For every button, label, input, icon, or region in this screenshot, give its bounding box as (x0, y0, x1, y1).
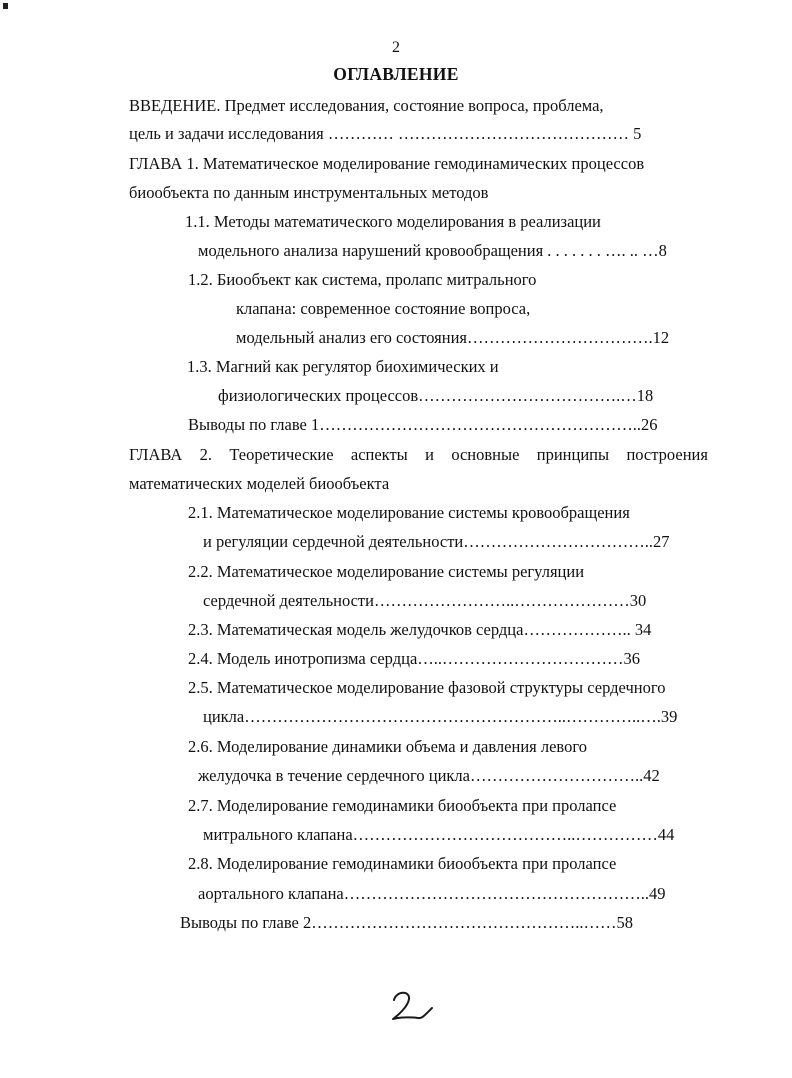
toc-section-2-7-line-2: митрального клапана…………………………………..……………44 (203, 825, 675, 844)
toc-section-2-1-line-1: 2.1. Математическое моделирование системы кровообращения (188, 503, 630, 522)
scan-artifact-mark (3, 3, 8, 9)
toc-intro-line-1: ВВЕДЕНИЕ. Предмет исследования, состояние вопроса, проблема, (129, 96, 604, 115)
toc-chapter-2-word: и (425, 445, 434, 464)
toc-section-2-2-line-2: сердечной деятельности……………………..…………………30 (203, 591, 647, 610)
toc-chapter-2-word: аспекты (350, 445, 408, 464)
toc-section-1-2-line-2: клапана: современное состояние вопроса, (236, 299, 531, 318)
toc-section-2-6-line-1: 2.6. Моделирование динамики объема и давления левого (188, 737, 587, 756)
toc-chapter-2-word: Теоретические (229, 445, 334, 464)
toc-chapter-2-word: принципы (536, 445, 610, 464)
toc-section-1-3-line-2: физиологических процессов……………………………….…18 (218, 386, 654, 405)
toc-chapter-2-line-2: математических моделей биообъекта (129, 474, 390, 493)
toc-section-2-2-line-1: 2.2. Математическое моделирование системы регуляции (188, 562, 585, 581)
toc-chapter-2-word: 2. (199, 445, 213, 464)
toc-section-1-3-line-1: 1.3. Магний как регулятор биохимических и (187, 357, 499, 376)
toc-section-2-7-line-1: 2.7. Моделирование гемодинамики биообъекта при пролапсе (188, 796, 617, 815)
toc-section-2-5-line-1: 2.5. Математическое моделирование фазовой структуры сердечного (188, 678, 666, 697)
toc-section-2-6-line-2: желудочка в течение сердечного цикла…………………………..42 (198, 766, 660, 785)
toc-section-2-5-line-2: цикла…………………………………………………..…………..….39 (203, 707, 678, 726)
toc-chapter-2-conclusions: Выводы по главе 2…………………………………………..……58 (180, 913, 633, 932)
toc-section-2-3: 2.3. Математическая модель желудочков сердца……………….. 34 (188, 620, 652, 639)
toc-section-1-1-line-2: модельного анализа нарушений кровообращения . . . . . . . …. .. …8 (198, 241, 667, 260)
toc-chapter-2-word: построения (626, 445, 708, 464)
toc-heading: ОГЛАВЛЕНИЕ (333, 64, 459, 84)
toc-chapter-2-word: ГЛАВА (129, 445, 183, 464)
page-number: 2 (392, 39, 400, 56)
toc-chapter-2-word: основные (451, 445, 520, 464)
toc-section-1-1-line-1: 1.1. Методы математического моделирования в реализации (185, 212, 601, 231)
toc-chapter-1-line-1: ГЛАВА 1. Математическое моделирование гемодинамических процессов (129, 154, 645, 173)
toc-section-1-2-line-3: модельный анализ его состояния…………………………….12 (236, 328, 670, 347)
handwritten-page-mark (388, 988, 438, 1024)
toc-section-2-8-line-2: аортального клапана………………………………………………..49 (198, 884, 666, 903)
toc-chapter-1-conclusions: Выводы по главе 1…………………………………………………..26 (188, 415, 658, 434)
toc-chapter-1-line-2: биообъекта по данным инструментальных методов (129, 183, 489, 202)
toc-section-1-2-line-1: 1.2. Биообъект как система, пролапс митрального (188, 270, 537, 289)
toc-section-2-4: 2.4. Модель инотропизма сердца…..……………………………36 (188, 649, 641, 668)
toc-intro-line-2: цель и задачи исследования ………… …………………………………… 5 (129, 124, 642, 143)
toc-section-2-8-line-1: 2.8. Моделирование гемодинамики биообъекта при пролапсе (188, 854, 617, 873)
toc-chapter-2-line-1 (129, 445, 708, 465)
toc-section-2-1-line-2: и регуляции сердечной деятельности……………………………..27 (203, 532, 670, 551)
